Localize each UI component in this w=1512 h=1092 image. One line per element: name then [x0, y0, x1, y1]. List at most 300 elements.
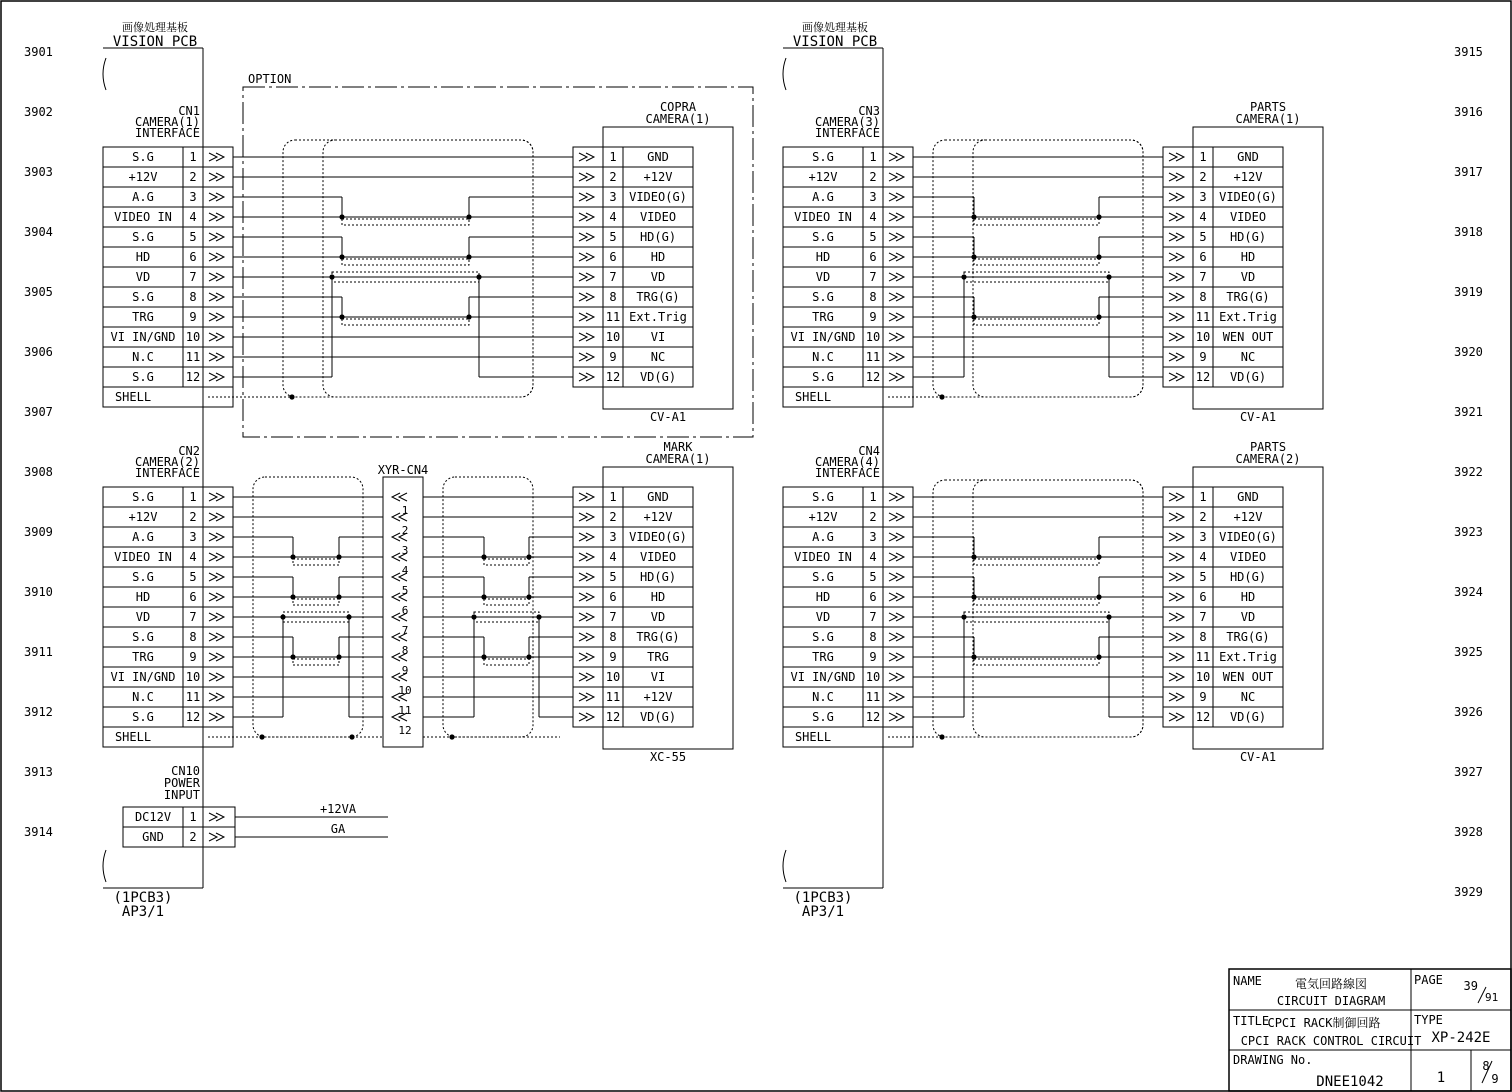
shell-label: SHELL	[794, 730, 832, 744]
tb-page-label: PAGE	[1414, 973, 1443, 987]
connector-body	[103, 147, 233, 407]
pin-number: 8	[869, 630, 877, 644]
pin-number: 7	[609, 270, 617, 284]
connector-ref: CN10	[171, 764, 200, 778]
pin-number: 5	[869, 570, 877, 584]
parts-camera2	[1163, 440, 1323, 764]
pin-number: 12	[185, 370, 201, 384]
signal-name: TRG(G)	[1226, 630, 1270, 644]
pin-number: 4	[869, 550, 877, 564]
connector-arrow	[1169, 533, 1184, 541]
row-number: 3917	[1454, 165, 1483, 179]
connector-arrow	[889, 653, 904, 661]
connector-arrow	[1169, 153, 1184, 161]
pin-number: 12	[1195, 710, 1211, 724]
pin-number: 10	[185, 670, 201, 684]
connector-title: CAMERA(4)	[814, 455, 880, 469]
connector-title: CAMERA(3)	[814, 115, 880, 129]
connector-title: INTERFACE	[134, 126, 200, 140]
signal-name: VD(G)	[1229, 370, 1267, 384]
signal-name: +12V	[808, 170, 838, 184]
signal-name: S.G	[812, 490, 834, 504]
shield-braid	[974, 659, 1099, 665]
row-number: 3903	[24, 165, 53, 179]
signal-name: VIDEO(G)	[1219, 190, 1277, 204]
pin-number: 3	[869, 190, 877, 204]
pcb-break-mark	[103, 58, 106, 90]
connector-body	[783, 147, 913, 407]
pin-number: 6	[401, 604, 409, 617]
pin-number: 9	[1199, 350, 1207, 364]
connector-arrow	[579, 173, 594, 181]
row-number: 3919	[1454, 285, 1483, 299]
signal-name: S.G	[132, 570, 154, 584]
pin-number: 12	[398, 724, 412, 737]
signal-name: HD(G)	[639, 570, 677, 584]
signal-name: S.G	[132, 710, 154, 724]
row-number: 3907	[24, 405, 53, 419]
pin-number: 5	[609, 570, 617, 584]
row-number: 3902	[24, 105, 53, 119]
pin-number: 9	[401, 664, 409, 677]
pin-number: 1	[869, 490, 877, 504]
signal-name: VIDEO IN	[794, 550, 852, 564]
connector-arrow	[209, 693, 224, 701]
signal-name: NC	[1240, 690, 1256, 704]
signal-name: S.G	[132, 150, 154, 164]
option-label: OPTION	[248, 72, 292, 86]
signal-name: +12V	[128, 170, 158, 184]
pin-number: 6	[189, 250, 197, 264]
connector-arrow	[889, 513, 904, 521]
signal-name: VD(G)	[1229, 710, 1267, 724]
connector-arrow	[209, 833, 224, 841]
shield-braid	[342, 259, 469, 265]
connector-arrow	[889, 533, 904, 541]
connector-arrow	[1169, 493, 1184, 501]
signal-name: S.G	[812, 150, 834, 164]
pin-number: 11	[865, 690, 881, 704]
connector-arrow	[392, 653, 407, 661]
signal-name: Ext.Trig	[1219, 310, 1277, 324]
connector-arrow	[209, 273, 224, 281]
pin-number: 2	[1199, 510, 1207, 524]
cable-shield	[253, 477, 363, 737]
drawing-frame	[1, 1, 1511, 1091]
signal-name: VIDEO(G)	[1219, 530, 1277, 544]
connector-title: POWER	[163, 776, 200, 790]
row-number: 3922	[1454, 465, 1483, 479]
pin-number: 4	[609, 550, 617, 564]
cn3-camera3-interface	[783, 104, 913, 407]
signal-name: +12V	[128, 510, 158, 524]
pin-number: 7	[189, 270, 197, 284]
pcb-title-jp: 画像処理基板	[122, 21, 188, 34]
pin-number: 1	[609, 490, 617, 504]
signal-name: A.G	[132, 190, 154, 204]
pin-number: 9	[609, 350, 617, 364]
connector-ref: CN2	[178, 444, 200, 458]
connector-arrow	[579, 213, 594, 221]
camera-model: CV-A1	[649, 410, 687, 424]
pin-number: 2	[609, 170, 617, 184]
shell-label: SHELL	[114, 730, 152, 744]
signal-name: +12V	[1233, 170, 1263, 184]
pin-number: 12	[865, 370, 881, 384]
shield-braid	[484, 599, 529, 605]
pin-number: 7	[1199, 610, 1207, 624]
connector-arrow	[889, 173, 904, 181]
signal-name: GND	[142, 830, 164, 844]
camera-model: CV-A1	[1239, 750, 1277, 764]
row-number: 3918	[1454, 225, 1483, 239]
connector-arrow	[1169, 693, 1184, 701]
pcb-title: VISION PCB	[792, 34, 878, 50]
pin-number: 10	[1195, 670, 1211, 684]
pin-number: 1	[869, 150, 877, 164]
connector-arrow	[579, 593, 594, 601]
signal-name: A.G	[812, 530, 834, 544]
pin-number: 3	[1199, 530, 1207, 544]
connector-arrow	[1169, 333, 1184, 341]
connector-arrow	[1169, 293, 1184, 301]
shield-braid	[342, 219, 469, 225]
connector-arrow	[209, 533, 224, 541]
signal-name: VIDEO IN	[114, 210, 172, 224]
connector-arrow	[579, 333, 594, 341]
connector-arrow	[1169, 373, 1184, 381]
pin-number: 1	[401, 504, 409, 517]
row-number: 3908	[24, 465, 53, 479]
signal-name: VIDEO(G)	[629, 190, 687, 204]
pin-number: 10	[865, 670, 881, 684]
xyr-cn4-relay-connector	[378, 463, 429, 747]
signal-name: HD	[135, 590, 151, 604]
row-number: 3921	[1454, 405, 1483, 419]
pin-number: 6	[1199, 250, 1207, 264]
signal-name: GND	[647, 150, 669, 164]
connector-arrow	[579, 273, 594, 281]
connector-arrow	[392, 553, 407, 561]
connector-arrow	[392, 593, 407, 601]
signal-name: TRG	[812, 650, 834, 664]
pin-number: 11	[185, 690, 201, 704]
connector-arrow	[889, 213, 904, 221]
signal-name: VI IN/GND	[110, 330, 176, 344]
connector-arrow	[579, 293, 594, 301]
shield-braid	[342, 319, 469, 325]
signal-name: HD	[1240, 250, 1256, 264]
net-label: GA	[330, 822, 346, 836]
signal-name: VI IN/GND	[110, 670, 176, 684]
signal-name: TRG	[132, 650, 154, 664]
pcb-title-jp: 画像処理基板	[802, 21, 868, 34]
connector-arrow	[889, 593, 904, 601]
connector-arrow	[1169, 253, 1184, 261]
connector-arrow	[209, 353, 224, 361]
signal-name: VIDEO	[639, 550, 677, 564]
signal-name: GND	[1237, 490, 1259, 504]
connector-arrow	[209, 173, 224, 181]
pcb-break-mark	[103, 850, 106, 882]
connector-arrow	[209, 333, 224, 341]
pin-number: 9	[869, 650, 877, 664]
pin-number: 4	[189, 210, 197, 224]
connector-arrow	[392, 673, 407, 681]
connector-arrow	[1169, 193, 1184, 201]
connector-title: INTERFACE	[814, 126, 880, 140]
tb-sheet-total: 9	[1491, 1072, 1499, 1086]
row-numbers-right	[1454, 45, 1483, 899]
pin-number: 4	[1199, 210, 1207, 224]
signal-name: S.G	[132, 630, 154, 644]
camera-title: CAMERA(1)	[645, 112, 711, 126]
connector-arrow	[1169, 313, 1184, 321]
row-number: 3911	[24, 645, 53, 659]
camera-title: CAMERA(1)	[1235, 112, 1301, 126]
connector-arrow	[1169, 633, 1184, 641]
pin-number: 1	[1199, 150, 1207, 164]
pin-number: 11	[398, 704, 412, 717]
connector-arrow	[1169, 593, 1184, 601]
connector-arrow	[209, 233, 224, 241]
connector-body	[783, 487, 913, 747]
pin-number: 11	[185, 350, 201, 364]
connector-arrow	[209, 573, 224, 581]
tb-title-en: CPCI RACK CONTROL CIRCUIT	[1240, 1034, 1422, 1048]
connector-arrow	[579, 673, 594, 681]
pin-number: 7	[189, 610, 197, 624]
connector-arrow	[579, 493, 594, 501]
camera-model: XC-55	[649, 750, 687, 764]
row-number: 3914	[24, 825, 53, 839]
pin-number: 6	[609, 590, 617, 604]
connector-title: CAMERA(2)	[134, 455, 200, 469]
connector-arrow	[392, 613, 407, 621]
connector-arrow	[579, 713, 594, 721]
signal-name: HD(G)	[1229, 230, 1267, 244]
signal-name: HD(G)	[1229, 570, 1267, 584]
pin-number: 10	[1195, 330, 1211, 344]
signal-name: VD	[815, 610, 831, 624]
pin-number: 5	[1199, 230, 1207, 244]
pcb-ref: (1PCB3)	[793, 890, 853, 906]
pin-number: 10	[185, 330, 201, 344]
shield-braid	[484, 659, 529, 665]
pin-number: 8	[1199, 290, 1207, 304]
pin-number: 11	[1195, 650, 1211, 664]
row-number: 3929	[1454, 885, 1483, 899]
signal-name: S.G	[812, 230, 834, 244]
pin-number: 8	[869, 290, 877, 304]
cable-shield	[443, 477, 533, 737]
signal-name: VIDEO IN	[114, 550, 172, 564]
signal-name: N.C	[812, 350, 834, 364]
pin-number: 11	[1195, 310, 1211, 324]
pin-number: 11	[605, 310, 621, 324]
shield-braid	[974, 219, 1099, 225]
signal-name: VD	[650, 270, 666, 284]
connector-arrow	[209, 213, 224, 221]
shield-braid	[974, 259, 1099, 265]
tb-page-num: 39	[1463, 979, 1478, 993]
pin-number: 11	[605, 690, 621, 704]
signal-name: HD	[650, 590, 666, 604]
connector-arrow	[579, 233, 594, 241]
tb-title-jp: CPCI RACK制御回路	[1267, 1016, 1381, 1030]
shield-braid	[974, 559, 1099, 565]
connector-arrow	[1169, 573, 1184, 581]
pin-number: 1	[189, 490, 197, 504]
row-number: 3927	[1454, 765, 1483, 779]
connector-arrow	[209, 493, 224, 501]
pin-number: 8	[401, 644, 409, 657]
pin-number: 2	[609, 510, 617, 524]
row-number: 3924	[1454, 585, 1483, 599]
title-block	[1229, 969, 1511, 1091]
pin-number: 2	[869, 510, 877, 524]
row-number: 3904	[24, 225, 53, 239]
connector-arrow	[889, 313, 904, 321]
row-number: 3916	[1454, 105, 1483, 119]
connector-arrow	[1169, 513, 1184, 521]
shield-braid	[293, 559, 339, 565]
connector-arrow	[579, 353, 594, 361]
xyr-label: XYR-CN4	[377, 463, 429, 477]
connector-arrow	[209, 253, 224, 261]
pin-number: 3	[869, 530, 877, 544]
signal-name: A.G	[812, 190, 834, 204]
signal-name: Ext.Trig	[629, 310, 687, 324]
signal-name: TRG(G)	[1226, 290, 1270, 304]
connector-arrow	[579, 693, 594, 701]
pin-number: 6	[869, 250, 877, 264]
net-label: +12VA	[319, 802, 357, 816]
pin-number: 12	[605, 370, 621, 384]
signal-name: VI IN/GND	[790, 330, 856, 344]
signal-name: NC	[1240, 350, 1256, 364]
signal-name: VD	[815, 270, 831, 284]
signal-name: HD	[1240, 590, 1256, 604]
connector-arrow	[579, 193, 594, 201]
signal-name: N.C	[132, 350, 154, 364]
connector-arrow	[579, 533, 594, 541]
connector-arrow	[889, 193, 904, 201]
signal-name: S.G	[132, 490, 154, 504]
connector-arrow	[1169, 673, 1184, 681]
pin-number: 4	[1199, 550, 1207, 564]
tb-sheet-no: 1	[1436, 1070, 1446, 1086]
connector-arrow	[209, 193, 224, 201]
row-number: 3925	[1454, 645, 1483, 659]
pin-number: 10	[398, 684, 412, 697]
connector-arrow	[209, 553, 224, 561]
row-number: 3926	[1454, 705, 1483, 719]
pin-number: 1	[609, 150, 617, 164]
connector-arrow	[889, 553, 904, 561]
pin-number: 4	[609, 210, 617, 224]
pin-number: 3	[609, 530, 617, 544]
camera-title: COPRA	[659, 100, 697, 114]
connector-arrow	[579, 373, 594, 381]
pin-number: 4	[401, 564, 409, 577]
pin-number: 11	[865, 350, 881, 364]
pcb-break-mark	[783, 850, 786, 882]
connector-arrow	[1169, 553, 1184, 561]
pin-number: 9	[189, 650, 197, 664]
pin-number: 9	[869, 310, 877, 324]
pin-number: 2	[869, 170, 877, 184]
connector-arrow	[1169, 713, 1184, 721]
cn1-camera1-interface	[103, 104, 233, 407]
pcb-page-ref: AP3/1	[121, 904, 165, 920]
row-number: 3923	[1454, 525, 1483, 539]
row-number: 3906	[24, 345, 53, 359]
pin-number: 6	[1199, 590, 1207, 604]
connector-arrow	[1169, 273, 1184, 281]
pin-number: 6	[869, 590, 877, 604]
shell-label: SHELL	[114, 390, 152, 404]
pin-number: 2	[189, 170, 197, 184]
pin-number: 10	[605, 330, 621, 344]
pcb-page-ref: AP3/1	[801, 904, 845, 920]
tb-drawing-label: DRAWING No.	[1233, 1053, 1313, 1067]
connector-arrow	[1169, 213, 1184, 221]
connector-ref: CN3	[858, 104, 880, 118]
pin-number: 12	[865, 710, 881, 724]
connector-arrow	[392, 633, 407, 641]
signal-name: TRG	[647, 650, 669, 664]
signal-name: HD	[815, 250, 831, 264]
connector-arrow	[209, 513, 224, 521]
signal-name: S.G	[812, 710, 834, 724]
connector-arrow	[889, 633, 904, 641]
connector-arrow	[392, 533, 407, 541]
signal-name: TRG(G)	[636, 290, 680, 304]
connector-arrow	[209, 673, 224, 681]
signal-name: GND	[1237, 150, 1259, 164]
pin-number: 4	[869, 210, 877, 224]
row-number: 3909	[24, 525, 53, 539]
cable-shield	[973, 480, 1143, 737]
pin-number: 2	[189, 830, 197, 844]
pin-number: 8	[1199, 630, 1207, 644]
signal-name: GND	[647, 490, 669, 504]
connector-arrow	[1169, 353, 1184, 361]
signal-name: DC12V	[134, 810, 172, 824]
cn4-camera4-interface	[783, 444, 913, 747]
pin-number: 6	[609, 250, 617, 264]
camera-title: CAMERA(1)	[645, 452, 711, 466]
connector-arrow	[209, 653, 224, 661]
signal-name: S.G	[812, 290, 834, 304]
connector-arrow	[889, 493, 904, 501]
connector-arrow	[209, 593, 224, 601]
connector-arrow	[889, 293, 904, 301]
signal-name: VD(G)	[639, 370, 677, 384]
pin-number: 1	[189, 150, 197, 164]
pin-number: 7	[401, 624, 409, 637]
connector-arrow	[579, 573, 594, 581]
pin-number: 8	[609, 630, 617, 644]
signal-name: VIDEO IN	[794, 210, 852, 224]
connector-arrow	[889, 233, 904, 241]
pin-number: 3	[1199, 190, 1207, 204]
connector-arrow	[209, 153, 224, 161]
pin-number: 7	[869, 270, 877, 284]
connector-arrow	[579, 153, 594, 161]
signal-name: VIDEO	[1229, 550, 1267, 564]
